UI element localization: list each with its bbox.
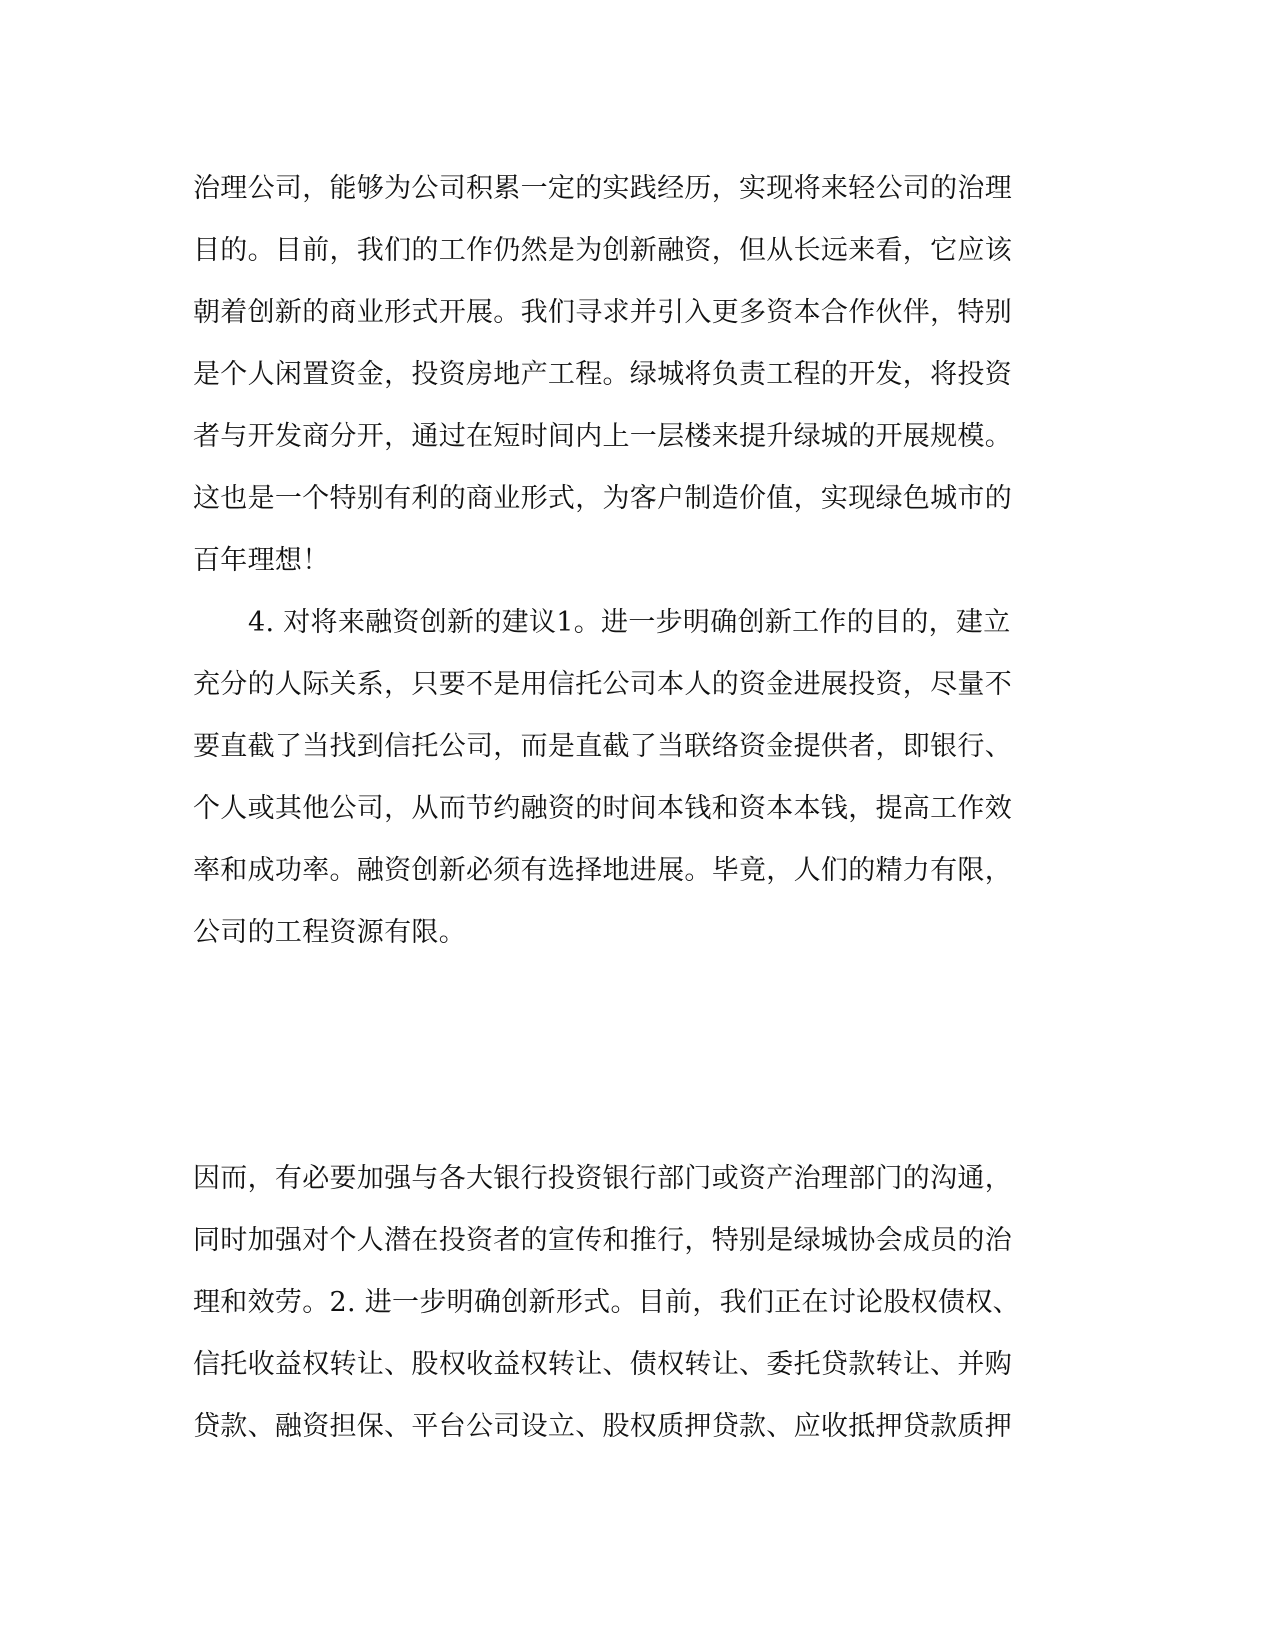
text-line: 同时加强对个人潜在投资者的宣传和推行，特别是绿城协会成员的治	[193, 1225, 1012, 1256]
text-line: 朝着创新的商业形式开展。我们寻求并引入更多资本合作伙伴，特别	[193, 297, 1012, 328]
text-line: 因而，有必要加强与各大银行投资银行部门或资产治理部门的沟通，	[193, 1163, 1012, 1194]
text-line: 信托收益权转让、股权收益权转让、债权转让、委托贷款转让、并购	[193, 1349, 1012, 1380]
text-line: 要直截了当找到信托公司，而是直截了当联络资金提供者，即银行、	[193, 731, 1012, 762]
text-line: 个人或其他公司，从而节约融资的时间本钱和资本本钱，提高工作效	[193, 793, 1012, 824]
text-line: 治理公司，能够为公司积累一定的实践经历，实现将来轻公司的治理	[193, 173, 1012, 204]
text-line: 充分的人际关系，只要不是用信托公司本人的资金进展投资，尽量不	[193, 669, 1012, 700]
text-line: 是个人闲置资金，投资房地产工程。绿城将负责工程的开发，将投资	[193, 359, 1012, 390]
text-line: 百年理想！	[193, 545, 330, 576]
text-line: 贷款、融资担保、平台公司设立、股权质押贷款、应收抵押贷款质押	[193, 1411, 1012, 1442]
paragraph-start-line: 4. 对将来融资创新的建议1。进一步明确创新工作的目的，建立	[248, 607, 1011, 638]
text-line: 公司的工程资源有限。	[193, 917, 466, 948]
text-line: 目的。目前，我们的工作仍然是为创新融资，但从长远来看，它应该	[193, 235, 1012, 266]
text-line: 这也是一个特别有利的商业形式，为客户制造价值，实现绿色城市的	[193, 483, 1012, 514]
text-line: 率和成功率。融资创新必须有选择地进展。毕竟，人们的精力有限，	[193, 855, 1012, 886]
text-line: 理和效劳。2. 进一步明确创新形式。目前，我们正在讨论股权债权、	[193, 1287, 1020, 1318]
text-line: 者与开发商分开，通过在短时间内上一层楼来提升绿城的开展规模。	[193, 421, 1012, 452]
